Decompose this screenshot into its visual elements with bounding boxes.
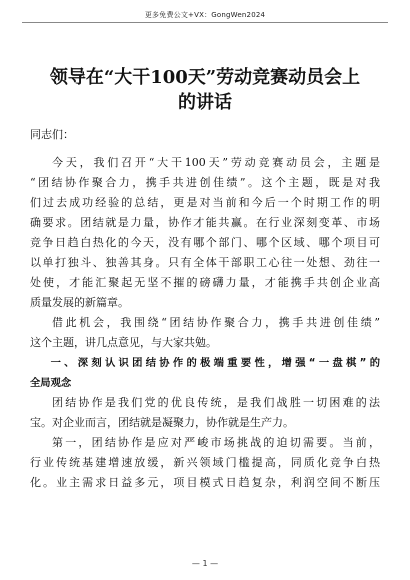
- salutation: 同志们：: [30, 128, 74, 141]
- body-line: 处使，才能汇聚起无坚不摧的磅礴力量，才能携手共创企业高: [30, 276, 380, 289]
- body-line: 质量发展的新篇章。: [30, 296, 129, 309]
- body-line: 行业传统基建增速放缓，新兴领域门槛提高，同质化竞争白热: [30, 456, 380, 469]
- page-header: 更多免费公文+VX：GongWen2024: [144, 11, 266, 19]
- title-line-2: 的讲话: [178, 92, 232, 113]
- body-line: 以单打独斗、独善其身。只有全体干部职工心往一处想、劲往一: [30, 256, 380, 269]
- document-body: [30, 125, 380, 493]
- page-number: — 1 —: [191, 559, 219, 568]
- body-line: 化。业主需求日益多元，项目模式日趋复杂，利润空间不断压: [30, 476, 380, 489]
- body-line: 宝。对企业而言，团结就是凝聚力，协作就是生产力。: [30, 416, 294, 429]
- body-line: 第一，团结协作是应对严峻市场挑战的迫切需要。当前，: [52, 436, 380, 449]
- body-line: “团结协作聚合力，携手共进创佳绩”。这个主题，既是对我: [30, 176, 380, 189]
- body-line: 们过去成功经验的总结，更是对当前和今后一个时期工作的明: [30, 196, 380, 209]
- body-line: 确要求。团结就是力量，协作才能共赢。在行业深刻变革、市场: [30, 216, 380, 229]
- body-line: 竞争日趋白热化的今天，没有哪个部门、哪个区域、哪个项目可: [30, 236, 380, 249]
- section-heading: 一、深刻认识团结协作的极端重要性，增强“一盘棋”的: [50, 357, 380, 369]
- body-line: 这个主题，讲几点意见，与大家共勉。: [30, 336, 217, 349]
- title-line-1: 领导在“大干100天”劳动竞赛动员会上: [49, 67, 361, 88]
- header-rule: [22, 22, 388, 23]
- body-line: 团结协作是我们党的优良传统，是我们战胜一切困难的法: [52, 396, 380, 409]
- section-heading: 全局观念: [30, 377, 72, 389]
- body-line: 今天，我们召开“大干100天”劳动竞赛动员会，主题是: [52, 156, 380, 169]
- body-line: 借此机会，我围绕“团结协作聚合力，携手共进创佳绩”: [52, 316, 380, 329]
- document-title: [30, 65, 380, 115]
